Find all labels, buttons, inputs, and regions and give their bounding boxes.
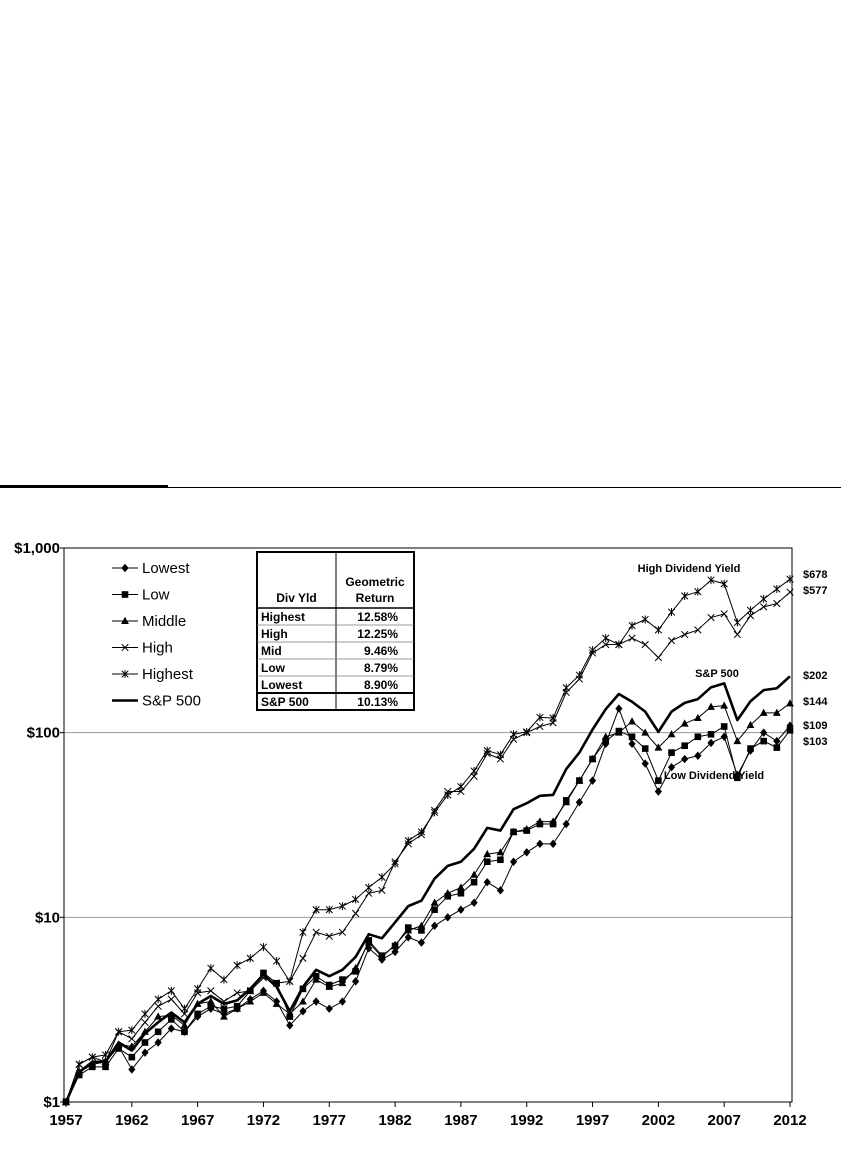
- data-point-low: [629, 733, 636, 740]
- data-point-high: [313, 929, 320, 936]
- table-header-label: Div Yld: [276, 591, 317, 605]
- series-line-lowest: [66, 709, 790, 1102]
- data-point-high: [681, 631, 688, 638]
- data-point-low: [668, 749, 675, 756]
- legend-item: [112, 587, 170, 604]
- x-tick-label: 1962: [115, 1112, 149, 1129]
- data-point-lowest: [655, 787, 662, 795]
- legend-label: Middle: [142, 613, 187, 630]
- table-cell-value: 12.58%: [357, 610, 398, 624]
- table-cell-value: 8.79%: [363, 661, 398, 675]
- x-tick-label: 1982: [378, 1112, 412, 1129]
- legend-marker: [121, 564, 128, 572]
- data-point-middle: [720, 701, 728, 708]
- data-point-highest: [563, 684, 570, 692]
- data-point-high: [734, 631, 741, 638]
- legend-marker: [122, 591, 129, 598]
- legend-marker: [121, 617, 129, 624]
- x-tick-label: 1967: [180, 1112, 215, 1129]
- table-cell-value: 9.46%: [363, 644, 398, 658]
- data-point-high: [168, 996, 175, 1003]
- data-point-highest: [155, 995, 162, 1003]
- series-markers-lowest: [62, 704, 793, 1106]
- data-point-highest: [247, 954, 254, 962]
- legend-item: [112, 666, 194, 683]
- data-point-highest: [339, 902, 346, 910]
- data-point-highest: [273, 957, 280, 965]
- data-point-low: [142, 1039, 149, 1046]
- legend-label: High: [142, 639, 173, 657]
- data-point-lowest: [510, 858, 517, 866]
- data-point-middle: [181, 1021, 189, 1028]
- table-cell-name: S&P 500: [261, 695, 309, 709]
- series-line-s-p-500: [66, 676, 790, 1102]
- x-tick-label: 1957: [49, 1112, 83, 1129]
- data-point-highest: [695, 588, 702, 596]
- data-point-highest: [471, 767, 478, 775]
- data-point-low: [221, 1005, 228, 1012]
- data-point-highest: [747, 606, 754, 614]
- data-point-low: [431, 906, 438, 913]
- data-point-low: [774, 744, 781, 751]
- data-point-low: [708, 731, 715, 738]
- labels-layer: [638, 563, 829, 782]
- data-point-low: [129, 1054, 136, 1061]
- legend-item: [112, 560, 190, 577]
- data-point-highest: [734, 618, 741, 626]
- data-point-middle: [681, 719, 689, 726]
- data-point-high: [352, 910, 359, 917]
- data-point-lowest: [615, 704, 622, 712]
- legend-item: [112, 640, 173, 657]
- data-point-high: [339, 929, 346, 936]
- chart-annotation: S&P 500: [695, 668, 739, 680]
- data-point-lowest: [681, 755, 688, 763]
- data-point-low: [642, 745, 649, 752]
- y-tick-label: $100: [26, 724, 60, 742]
- data-point-highest: [142, 1010, 149, 1018]
- data-point-middle: [444, 889, 452, 896]
- data-point-middle: [641, 728, 649, 735]
- data-point-middle: [299, 997, 307, 1004]
- legend-label: Lowest: [142, 560, 190, 577]
- data-point-high: [300, 955, 307, 962]
- data-point-middle: [694, 714, 702, 721]
- data-point-highest: [405, 837, 412, 845]
- data-point-highest: [629, 622, 636, 630]
- end-value-label: $202: [803, 670, 828, 682]
- data-point-low: [181, 1028, 188, 1035]
- series-line-highest: [66, 579, 790, 1102]
- data-point-low: [155, 1028, 162, 1035]
- data-point-highest: [208, 964, 215, 972]
- data-point-highest: [76, 1060, 83, 1068]
- data-point-middle: [497, 848, 505, 855]
- data-point-lowest: [326, 1005, 333, 1013]
- series-layer: [66, 579, 790, 1102]
- data-point-highest: [668, 608, 675, 616]
- data-point-high: [655, 654, 662, 661]
- data-point-highest: [760, 595, 767, 603]
- x-tick-label: 1987: [444, 1112, 478, 1129]
- data-point-highest: [300, 928, 307, 936]
- data-point-middle: [773, 709, 781, 716]
- data-point-low: [497, 856, 504, 863]
- data-point-lowest: [444, 913, 451, 921]
- data-point-high: [537, 723, 544, 730]
- data-point-highest: [365, 884, 372, 892]
- data-point-high: [695, 627, 702, 634]
- data-point-middle: [431, 899, 439, 906]
- table-cell-value: 12.25%: [357, 627, 398, 641]
- data-point-lowest: [497, 886, 504, 894]
- data-point-high: [642, 641, 649, 648]
- data-point-lowest: [470, 899, 477, 907]
- data-point-highest: [774, 585, 781, 593]
- end-value-label: $144: [803, 696, 828, 708]
- data-point-low: [681, 742, 688, 749]
- data-point-lowest: [589, 776, 596, 784]
- y-tick-label: $1,000: [14, 540, 60, 557]
- data-point-high: [326, 933, 333, 940]
- x-tick-label: 1997: [575, 1112, 610, 1129]
- data-point-middle: [668, 730, 676, 737]
- data-point-highest: [708, 576, 715, 584]
- data-point-highest: [234, 961, 241, 969]
- data-point-lowest: [576, 798, 583, 806]
- table-header-label: Return: [355, 591, 395, 605]
- table-cell-name: Lowest: [261, 678, 303, 692]
- legend-label: Highest: [142, 666, 193, 683]
- data-point-low: [300, 986, 307, 993]
- x-tick-label: 1977: [312, 1112, 346, 1129]
- table-header-label: Geometric: [345, 575, 405, 589]
- x-tick-label: 2007: [707, 1112, 741, 1129]
- data-point-high: [629, 635, 636, 642]
- data-point-high: [721, 611, 728, 618]
- data-point-highest: [721, 580, 728, 588]
- data-point-high: [155, 1003, 162, 1010]
- legend-label: S&P 500: [142, 692, 201, 710]
- data-point-lowest: [457, 905, 464, 913]
- table-cell-name: High: [261, 627, 288, 641]
- table-cell-value: 8.90%: [363, 678, 398, 692]
- chart-annotation: Low Dividend Yield: [663, 770, 765, 782]
- end-value-label: $678: [803, 569, 828, 581]
- data-point-highest: [221, 976, 228, 984]
- data-point-low: [471, 879, 478, 886]
- data-point-low: [194, 1011, 201, 1018]
- y-tick-label: $10: [34, 909, 60, 927]
- legend-item: [112, 693, 201, 710]
- data-point-high: [129, 1035, 136, 1042]
- x-tick-label: 1992: [510, 1112, 544, 1129]
- table-cell-name: Mid: [261, 644, 282, 658]
- legend-item: [112, 613, 186, 630]
- data-point-lowest: [721, 733, 728, 741]
- table-cell-name: Low: [261, 661, 285, 675]
- data-point-highest: [602, 634, 609, 642]
- data-point-middle: [786, 699, 794, 706]
- data-point-highest: [168, 987, 175, 995]
- data-point-highest: [194, 985, 201, 993]
- data-point-highest: [181, 1005, 188, 1013]
- x-tick-label: 1972: [246, 1112, 281, 1129]
- end-value-label: $577: [803, 585, 828, 597]
- data-point-highest: [642, 616, 649, 624]
- data-point-high: [379, 887, 386, 894]
- legend-label: Low: [142, 586, 170, 604]
- data-point-high: [774, 600, 781, 607]
- data-point-low: [747, 745, 754, 752]
- table-cell-value: 10.13%: [357, 695, 398, 709]
- data-point-middle: [470, 871, 478, 878]
- data-point-highest: [681, 592, 688, 600]
- data-point-highest: [352, 895, 359, 903]
- returns-table: [257, 552, 414, 710]
- data-point-lowest: [313, 997, 320, 1005]
- chart-annotation: High Dividend Yield: [637, 563, 741, 575]
- data-point-low: [695, 733, 702, 740]
- data-point-middle: [628, 717, 636, 724]
- data-point-lowest: [536, 840, 543, 848]
- data-point-lowest: [484, 878, 491, 886]
- data-point-low: [655, 777, 662, 784]
- data-point-highest: [458, 783, 465, 791]
- data-point-low: [458, 890, 465, 897]
- data-point-low: [484, 858, 491, 865]
- end-value-label: $109: [803, 720, 828, 732]
- series-line-middle: [66, 703, 790, 1102]
- end-value-label: $103: [803, 736, 828, 748]
- data-point-high: [668, 637, 675, 644]
- data-point-high: [708, 614, 715, 621]
- data-point-highest: [260, 943, 267, 951]
- table-cell-name: Highest: [261, 610, 306, 624]
- data-point-high: [760, 604, 767, 611]
- data-point-highest: [655, 626, 662, 634]
- data-point-highest: [484, 747, 491, 755]
- x-tick-label: 2012: [773, 1112, 807, 1129]
- y-tick-label: $1: [43, 1094, 60, 1111]
- data-point-middle: [760, 709, 768, 716]
- data-point-low: [721, 723, 728, 730]
- data-point-lowest: [352, 977, 359, 985]
- data-point-low: [787, 727, 794, 734]
- data-point-high: [142, 1019, 149, 1026]
- data-point-highest: [379, 873, 386, 881]
- data-point-lowest: [523, 848, 530, 856]
- data-point-low: [760, 738, 767, 745]
- legend: [112, 560, 201, 710]
- x-tick-label: 2002: [641, 1112, 676, 1129]
